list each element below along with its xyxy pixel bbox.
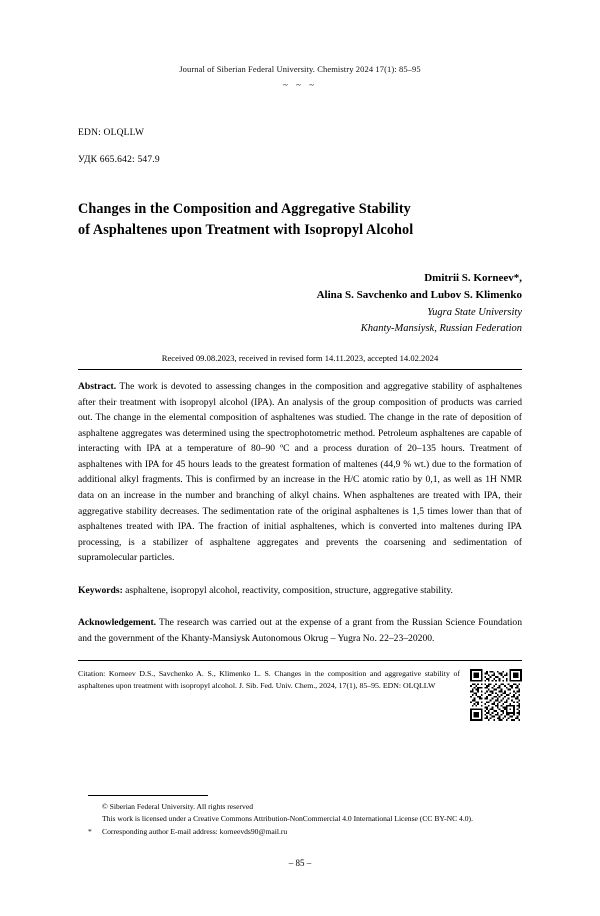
- copyright-text: © Siberian Federal University. All rights reserved: [102, 802, 253, 812]
- footnote-copyright: [78, 801, 522, 813]
- qr-code-icon: [470, 669, 522, 721]
- author-line-2: Alina S. Savchenko and Lubov S. Klimenko: [316, 288, 522, 301]
- keywords-text: asphaltene, isopropyl alcohol, reactivity, composition, structure, aggregative stability.: [122, 584, 453, 596]
- article-page: [0, 64, 600, 916]
- keywords-paragraph: [78, 583, 522, 598]
- running-head: Journal of Siberian Federal University. Chemistry 2024 17(1): 85–95: [179, 64, 421, 74]
- abstract-paragraph: [78, 379, 522, 565]
- acknowledgement-text: The research was carried out at the expense of a grant from the Russian Science Foundation and the government of the Khanty‑Mansiysk Autonomous Okrug – Yugra No. 22–23–20200.: [78, 617, 522, 644]
- author-list: [78, 270, 522, 303]
- citation-text: Citation: Korneev D.S., Savchenko A. S., Klimenko L. S. Changes in the composition and aggregative stability of asphaltenes upon treatment with isopropyl alcohol. J. Sib. Fed. Univ. Chem., 2024, 17(1), 85–95. EDN: OLQLLW: [78, 669, 460, 690]
- page-title: [78, 199, 522, 240]
- page-number: – 85 –: [288, 858, 312, 868]
- submission-dates: Received 09.08.2023, received in revised form 14.11.2023, accepted 14.02.2024: [161, 352, 439, 363]
- divider-above-abstract: [78, 369, 522, 370]
- footnotes: [78, 795, 522, 838]
- footnote-star-marker: *: [88, 826, 92, 836]
- footnote-corresponding: [78, 826, 522, 838]
- keywords-label: Keywords:: [78, 584, 123, 596]
- affiliation-line-1: Yugra State University: [427, 307, 522, 319]
- abstract-text: The work is devoted to assessing changes in the composition and aggregative stability of asphaltenes after their treatment with isopropyl alcohol (IPA). An analysis of the group composition of products was carried out. The change in the elemental composition of asphaltenes was studied. The change in the rate of deposition of asphaltene aggregates was determined using the spectrophotometric method. Petroleum asphaltenes are capable of interacting with IPA at a temperature of 80–90 ºC and a process duration of 20–135 hours. Treatment of asphaltenes with IPA for 45 hours leads to the greatest formation of maltenes (44,9 % wt.) due to the formation of additional alkyl fragments. This is confirmed by an increase in the H/C atomic ratio by 0,1, as well as 1H NMR data on an increase in the number and branching of alkyl chains. When asphaltenes are treated with IPA, their aggregative stability decreases. The sedimentation rate of the original asphaltenes is 1,5 times lower than that of asphaltenes treated with IPA. The fraction of initial asphaltenes, which is converted into maltenes during IPA processing, is a stabilizer of asphaltene aggregates and prevents the coarsening and sedimentation of supramolecular particles.: [78, 381, 522, 564]
- title-line-2: of Asphaltenes upon Treatment with Isopropyl Alcohol: [78, 221, 414, 238]
- footnote-divider: [88, 795, 208, 796]
- acknowledgement-label: Acknowledgement.: [78, 617, 157, 628]
- corresponding-author-text: Corresponding author E-mail address: korneevds90@mail.ru: [102, 826, 288, 836]
- acknowledgement-paragraph: [78, 615, 522, 646]
- udk-identifier: УДК 665.642: 547.9: [78, 155, 160, 165]
- affiliation-line-2: Khanty‑Mansiysk, Russian Federation: [360, 322, 522, 334]
- license-text: This work is licensed under a Creative Commons Attribution-NonCommercial 4.0 International License (CC BY-NC 4.0).: [102, 814, 473, 824]
- tilde-separator: ~ ~ ~: [282, 80, 318, 90]
- author-line-1: Dmitrii S. Korneev*,: [424, 272, 522, 285]
- edn-identifier: EDN: OLQLLW: [78, 128, 145, 138]
- footnote-license: [78, 813, 522, 825]
- affiliation: [78, 305, 522, 337]
- title-line-1: Changes in the Composition and Aggregative Stability: [78, 201, 411, 217]
- citation-block: [78, 660, 522, 721]
- abstract-label: Abstract.: [78, 381, 117, 393]
